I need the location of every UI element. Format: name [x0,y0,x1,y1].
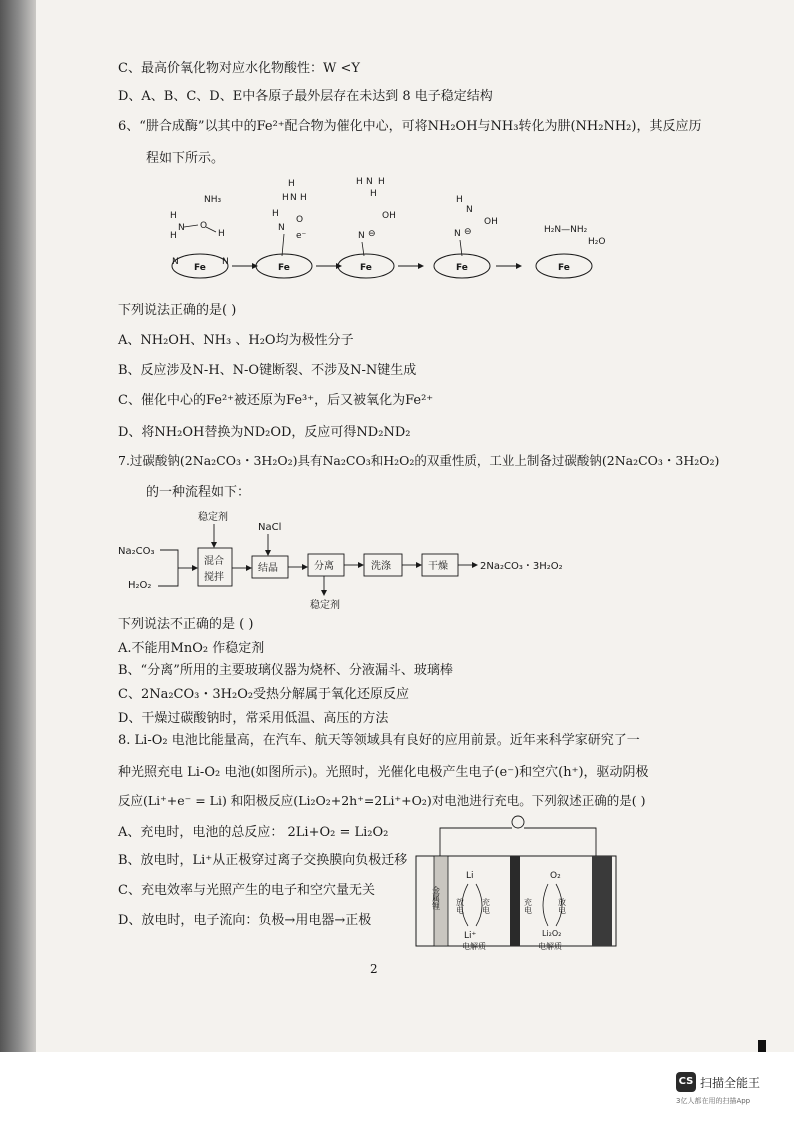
q6-option-b: B、反应涉及N-H、N-O键断裂、不涉及N-N键生成 [118,363,417,378]
water-product-label: H₂O [588,237,606,247]
scanner-app-name: 扫描全能王 [700,1076,761,1090]
charge-label-right: 充电 [523,898,533,914]
h-atom-label: H [288,179,295,189]
ion-exchange-membrane [510,856,520,946]
scan-edge-mark [758,1040,766,1052]
li-ion-label: Li⁺ [464,931,477,941]
q7-option-d: D、干燥过碳酸钠时，常采用低温、高压的方法 [118,711,389,726]
q8-stem-line1: 8. Li-O₂ 电池比能量高，在汽车、航天等领域具有良好的应用前景。近年来科学家研究了一 [118,733,640,748]
q8-option-d: D、放电时，电子流向：负极→用电器→正极 [118,913,372,928]
q8-option-c: C、充电效率与光照产生的电子和空穴量无关 [118,883,375,898]
h-atom-label: H [272,209,279,219]
n-atom-label: N [178,223,185,233]
h-atom-label: H [282,193,289,203]
h-atom-label: H [456,195,463,205]
q6-stem-line1: 6、“肼合成酶”以其中的Fe²⁺配合物为催化中心，可将NH₂OH与NH₃转化为肼(NH₂NH₂)，其反应历 [118,119,702,134]
q7-option-b: B、“分离”所用的主要玻璃仪器为烧杯、分液漏斗、玻璃棒 [118,663,453,678]
q7-option-c: C、2Na₂CO₃・3H₂O₂受热分解属于氧化还原反应 [118,687,410,702]
q5-option-c: C、最高价氧化物对应水化物酸性：W <Y [118,61,360,76]
separate-label: 分离 [314,561,334,572]
scanner-footer [0,1052,794,1124]
o2-label: O₂ [550,871,561,881]
q7-stem-line2: 的一种流程如下： [146,485,251,500]
q7-prompt: 下列说法不正确的是 ( ) [118,617,254,632]
h2o2-input-label: H₂O₂ [128,580,152,591]
product-label: 2Na₂CO₃・3H₂O₂ [480,561,563,572]
stabilizer-top-label: 稳定剂 [198,512,228,523]
fe-label: Fe [456,263,468,273]
n-atom-label: N [172,257,179,267]
discharge-label-right: 放电 [557,898,567,914]
light-bulb-icon [512,816,524,828]
nh3-label: NH₃ [204,195,222,205]
n-atom-label: N [290,193,297,203]
h-atom-label: H [218,229,225,239]
q6-reaction-mechanism [160,172,610,292]
mix-label: 混合 [204,556,224,567]
h-atom-label: H [378,177,385,187]
h-atom-label: H [170,211,177,221]
o-atom-label: O [296,215,304,225]
li-label: Li [466,871,474,881]
stabilizer-bottom-label: 稳定剂 [310,600,340,611]
q8-stem-line2: 种光照充电 Li-O₂ 电池(如图所示)。光照时，光催化电极产生电子(e⁻)和空穴(h⁺)，驱动阴极 [118,765,649,780]
metal-li-label: 金属锂 [431,886,441,910]
scanner-tagline: 3亿人都在用的扫描App [676,1097,751,1105]
charge-label-left: 充电 [481,898,491,914]
q6-option-c: C、催化中心的Fe²⁺被还原为Fe³⁺，后又被氧化为Fe²⁺ [118,393,434,408]
q6-option-a: A、NH₂OH、NH₃ 、H₂O均为极性分子 [118,333,354,348]
wash-label: 洗涤 [371,561,391,572]
h-atom-label: H [300,193,307,203]
n-atom-label: N [358,231,365,241]
n-atom-label: N [222,257,229,267]
page-number: 2 [370,962,378,976]
fe-label: Fe [360,263,372,273]
minus-charge-label: ⊖ [368,229,376,239]
o-atom-label: O [200,221,208,231]
hydrazine-product-label: H₂N—NH₂ [544,225,588,235]
q5-option-d: D、A、B、C、D、E中各原子最外层存在未达到 8 电子稳定结构 [118,89,493,104]
q8-option-a: A、充电时，电池的总反应： 2Li+O₂ = Li₂O₂ [118,825,389,840]
nacl-label: NaCl [258,522,282,533]
n-atom-label: N [454,229,461,239]
photocatalytic-electrode [592,856,612,946]
discharge-label-left: 放电 [455,898,465,914]
stir-label: 搅拌 [204,572,224,583]
electrolyte-label-right: 电解质 [538,942,562,950]
dry-label: 干燥 [428,561,448,572]
h-atom-label: H [170,231,177,241]
n-atom-label: N [278,223,285,233]
li2o2-label: Li₂O₂ [542,929,562,938]
q8-battery-diagram [410,814,630,950]
electron-label: e⁻ [296,231,307,241]
q7-stem-line1: 7.过碳酸钠(2Na₂CO₃・3H₂O₂)具有Na₂CO₃和H₂O₂的双重性质，工业上制备过碳酸钠(2Na₂CO₃・3H₂O₂) [118,453,720,468]
h-atom-label: H [356,177,363,187]
crystallize-label: 结晶 [258,563,278,574]
na2co3-input-label: Na₂CO₃ [118,546,155,557]
q6-prompt: 下列说法正确的是( ) [118,303,237,318]
oh-label: OH [484,217,498,227]
q7-process-flowchart [118,506,588,616]
q6-stem-line2: 程如下所示。 [146,151,225,166]
fe-label: Fe [194,263,206,273]
fe-label: Fe [558,263,570,273]
oh-label: OH [382,211,396,221]
q8-stem-line3: 反应(Li⁺+e⁻ = Li) 和阳极反应(Li₂O₂+2h⁺=2Li⁺+O₂)对电池进行充电。下列叙述正确的是( ) [118,793,646,808]
scan-shadow [0,0,40,1052]
q7-option-a: A.不能用MnO₂ 作稳定剂 [118,641,265,656]
q6-option-d: D、将NH₂OH替换为ND₂OD，反应可得ND₂ND₂ [118,425,411,440]
h-atom-label: H [370,189,377,199]
n-atom-label: N [366,177,373,187]
q8-option-b: B、放电时，Li⁺从正极穿过离子交换膜向负极迁移 [118,853,408,868]
fe-label: Fe [278,263,290,273]
minus-charge-label: ⊖ [464,227,472,237]
n-atom-label: N [466,205,473,215]
electrolyte-label-left: 电解质 [462,942,486,950]
camscanner-logo-icon: CS [676,1072,696,1092]
